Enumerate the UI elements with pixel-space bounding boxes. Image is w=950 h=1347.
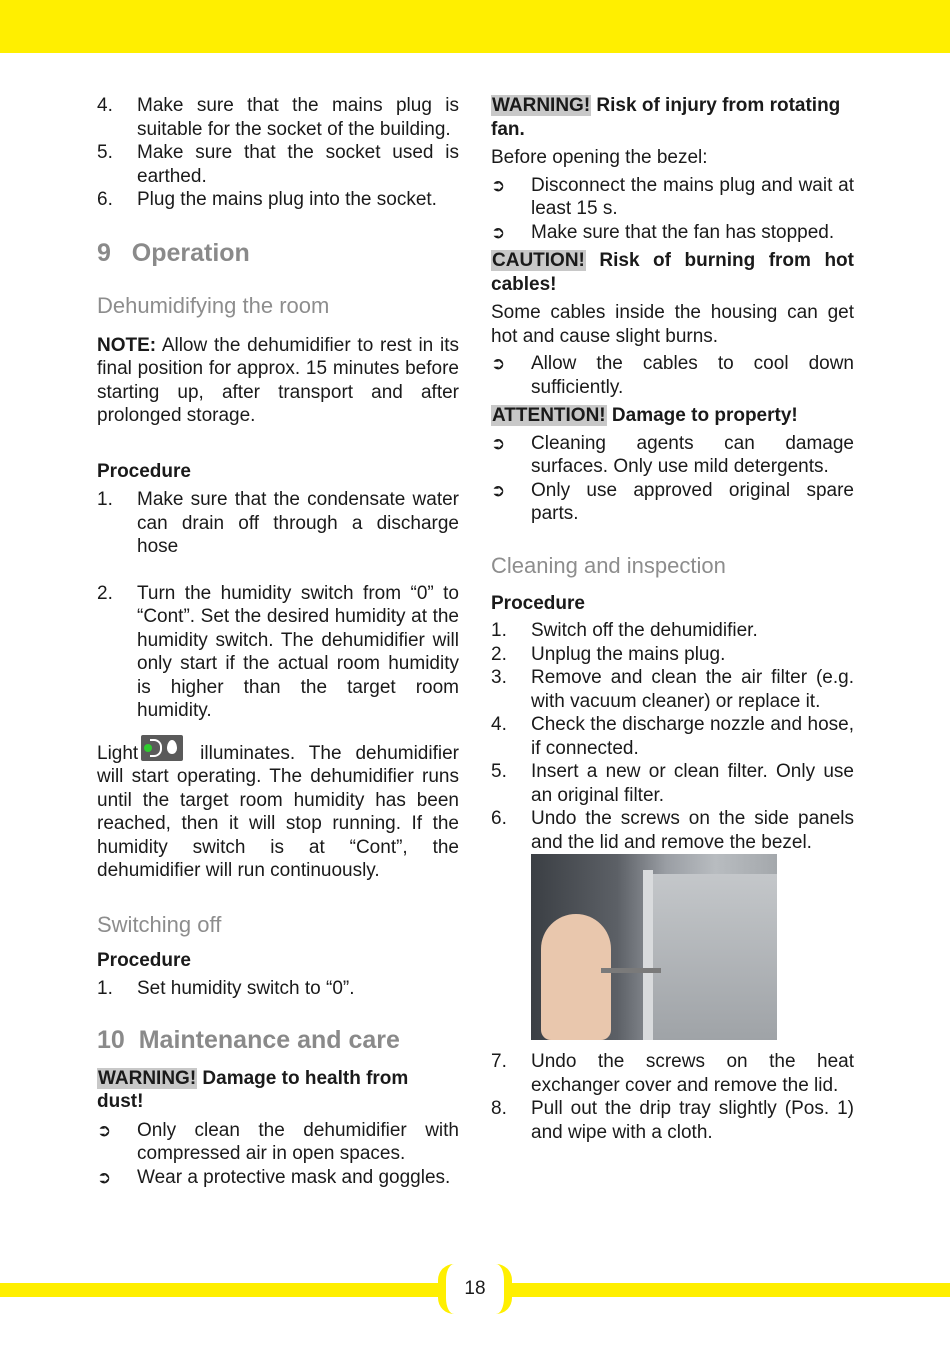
procedure-list [97,488,459,723]
procedure-label: Procedure [97,949,191,971]
light-paragraph: Light illuminates. The dehumidifier will start operating. The dehumidifier runs until the target room humidity has been reached, then it will stop running. If the humidity switch is at “Cont”, the dehumidifier will run continuously. [97,735,459,883]
list-item: 5. Insert a new or clean filter. Only use an original filter. [491,761,854,806]
list-item: 3. Remove and clean the air filter (e.g. with vacuum cleaner) or replace it. [491,667,854,712]
section-9-heading: 9 Operation [97,238,250,267]
list-item: ➲ Cleaning agents can damage surfaces. Only use mild detergents. [491,432,854,477]
caution-bullets [491,352,854,399]
list-item: 2. Unplug the mains plug. [491,643,726,665]
list-item: ➲ Only use approved original spare parts. [491,479,854,524]
list-item: 7. Undo the screws on the heat exchanger cover and remove the lid. [491,1051,854,1096]
list-item: 8. Pull out the drip tray slightly (Pos. 1) and wipe with a cloth. [491,1098,854,1143]
list-item: 1. Switch off the dehumidifier. [491,620,758,641]
arrow-circle-icon: ➲ [491,480,506,500]
list-item: ➲ Allow the cables to cool down sufficiently. [491,353,854,398]
list-item: 4. Make sure that the mains plug is suitable for the socket of the building. [97,95,459,140]
top-yellow-band [0,0,950,53]
attention-bullets [491,432,854,526]
switch-off-list [97,977,459,1001]
warning-fan: WARNING! Risk of injury from rotating fan. [491,95,841,140]
list-item: 1. Set humidity switch to “0”. [97,978,355,999]
page-number: 18 [464,1278,486,1299]
caution-body: Some cables inside the housing can get hot and cause slight burns. [491,302,854,347]
arrow-circle-icon: ➲ [97,1167,112,1187]
arrow-circle-icon: ➲ [491,222,506,242]
procedure-label: Procedure [491,592,585,614]
list-item: 4. Check the discharge nozzle and hose, if connected. [491,714,854,759]
arrow-circle-icon: ➲ [491,175,506,195]
list-item: ➲ Disconnect the mains plug and wait at least 15 s. [491,174,854,219]
list-item: 6. Plug the mains plug into the socket. [97,189,437,210]
cleaning-steps-list-continued [491,1050,854,1144]
before-opening-text: Before opening the bezel: [491,147,708,168]
steps-top-list [97,94,459,212]
procedure-label: Procedure [97,460,191,482]
arrow-circle-icon: ➲ [491,433,506,453]
arrow-circle-icon: ➲ [97,1120,112,1140]
arrow-circle-icon: ➲ [491,354,506,373]
cleaning-steps-list [491,619,854,854]
list-item: 5. Make sure that the socket used is earthed. [97,142,459,187]
list-item: 2. Turn the humidity switch from “0” to “Cont”. Set the desired humidity at the humidity switch. The dehumidifier will only start if the actual room humidity is higher than the target room humidity. [97,582,459,721]
list-item: 6. Undo the screws on the side panels and the lid and remove the bezel. [491,808,854,853]
list-item: ➲ Wear a protective mask and goggles. [97,1166,451,1188]
switching-off-heading: Switching off [97,911,222,937]
list-item: ➲ Make sure that the fan has stopped. [491,221,835,243]
attention-property: ATTENTION! Damage to property! [492,405,798,426]
section-10-heading: 10 Maintenance and care [97,1025,400,1054]
cleaning-heading: Cleaning and inspection [491,552,726,578]
warning-dust-bullets [97,1119,459,1190]
warning-dust: WARNING! Damage to health from dust! [97,1067,409,1112]
note-paragraph: NOTE: Allow the dehumidifier to rest in its final position for approx. 15 minutes before starting up, after transport and after prolonged storage. [97,334,459,426]
warning-fan-bullets [491,174,854,245]
left-column [97,94,459,1189]
right-column [491,94,854,1144]
list-item: ➲ Only clean the dehumidifier with compressed air in open spaces. [97,1119,459,1164]
dehumidify-light-icon [141,735,183,761]
list-item: 1. Make sure that the condensate water can drain off through a discharge hose [97,489,459,557]
bezel-screw-photo [531,854,777,1040]
caution-cables: CAUTION! Risk of burning from hot cables! [491,250,854,295]
dehumidifying-heading: Dehumidifying the room [97,292,330,318]
